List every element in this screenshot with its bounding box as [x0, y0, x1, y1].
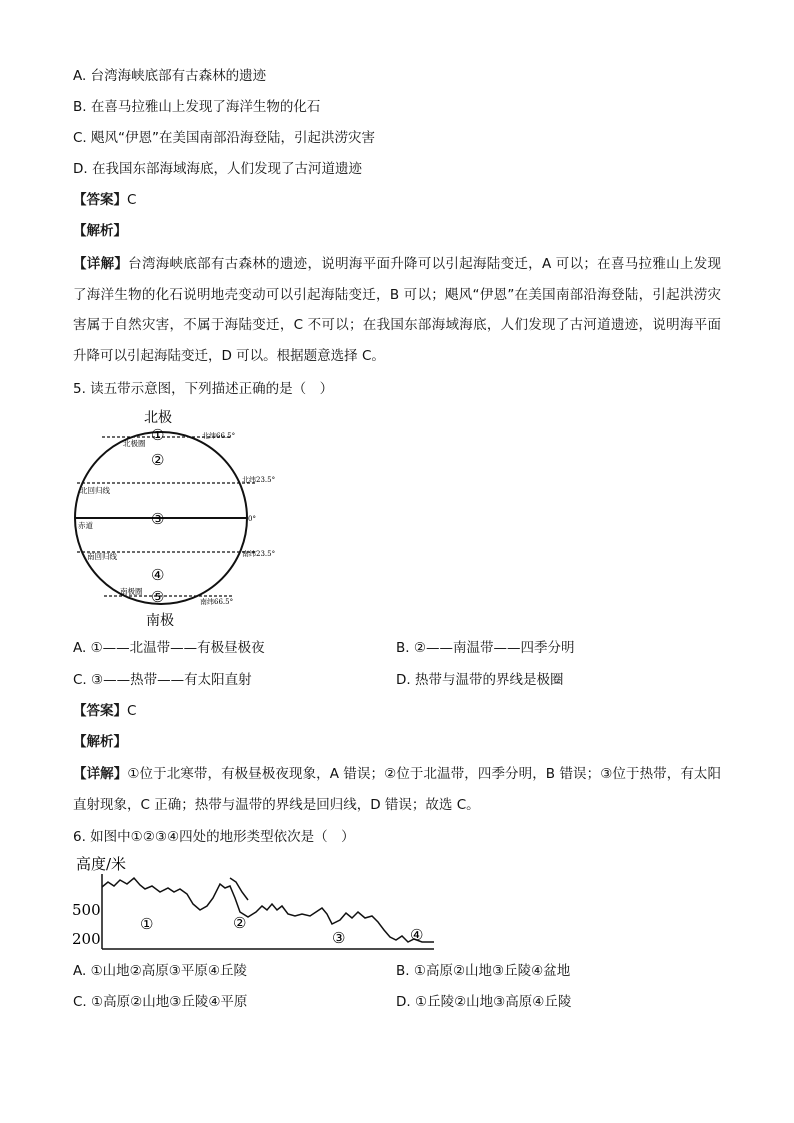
south-pole-label: 南极 [146, 613, 174, 626]
tick-500-label: 500 [72, 901, 101, 919]
arctic-circle-label: 北极圈 [123, 439, 146, 448]
terrain-profile-diagram [70, 852, 450, 952]
lat-s665-label: 南纬66.5° [200, 598, 234, 606]
five-zones-diagram [60, 406, 360, 626]
answer-value: C [127, 192, 137, 208]
terrain-peak-line [230, 878, 248, 900]
zone-4-marker: ④ [151, 566, 165, 584]
detail-tag: 【详解】 [73, 256, 129, 272]
q4-option-c: C. 飓风“伊恩”在美国南部沿海登陆，引起洪涝灾害 [73, 130, 375, 146]
q5-option-b: B. ②——南温带——四季分明 [396, 640, 575, 656]
detail-text: 台湾海峡底部有古森林的遗迹，说明海平面升降可以引起海陆变迁，A 可以；在喜马拉雅山上发现了海洋生物的化石说明地壳变动可以引起海陆变迁，B 可以；飓风“伊恩”在美国南部沿海登陆，引起洪涝灾害属于自然灾害，不属于海陆变迁，C 不可以；在我国东部海域海底，人们发现了古河道遗迹，说明海平面升降可以引起海陆变迁，D 可以。根据题意选择 C。 [73, 256, 721, 364]
antarctic-circle-label: 南极圈 [120, 587, 143, 596]
q5-analysis-tag: 【解析】 [73, 734, 127, 750]
terrain-marker-3: ③ [332, 929, 346, 947]
tropic-cancer-label: 北回归线 [80, 486, 110, 495]
q6-option-c: C. ①高原②山地③丘陵④平原 [73, 994, 248, 1010]
q4-detail [73, 249, 721, 371]
answer-value: C [127, 703, 137, 719]
zone-3-marker: ③ [151, 510, 165, 528]
zone-5-marker: ⑤ [151, 588, 165, 606]
north-pole-label: 北极 [144, 410, 172, 426]
q5-answer [73, 702, 136, 720]
q5-option-d: D. 热带与温带的界线是极圈 [396, 672, 564, 688]
detail-text: ①位于北寒带，有极昼极夜现象，A 错误；②位于北温带，四季分明，B 错误；③位于热带，有太阳直射现象，C 正确；热带与温带的界线是回归线，D 错误；故选 C。 [73, 766, 722, 813]
terrain-marker-1: ① [140, 915, 154, 933]
answer-tag: 【答案】 [73, 192, 127, 208]
detail-tag: 【详解】 [73, 766, 128, 782]
q4-option-a: A. 台湾海峡底部有古森林的遗迹 [73, 68, 267, 84]
q5-detail [73, 759, 721, 820]
q6-stem: 6. 如图中①②③④四处的地形类型依次是（ ） [73, 829, 355, 845]
lat-0-label: 0° [248, 515, 256, 523]
q4-answer [73, 191, 136, 209]
q4-analysis-tag: 【解析】 [73, 223, 127, 239]
lat-s235-label: 南纬23.5° [242, 550, 276, 558]
terrain-marker-4: ④ [410, 926, 424, 944]
terrain-marker-2: ② [233, 914, 247, 932]
tropic-capricorn-label: 南回归线 [87, 552, 117, 561]
q4-option-b: B. 在喜马拉雅山上发现了海洋生物的化石 [73, 99, 321, 115]
q6-option-b: B. ①高原②山地③丘陵④盆地 [396, 963, 571, 979]
q6-option-a: A. ①山地②高原③平原④丘陵 [73, 963, 247, 979]
answer-tag: 【答案】 [73, 703, 127, 719]
lat-n665-label: 北纬66.5° [202, 432, 236, 440]
q5-option-c: C. ③——热带——有太阳直射 [73, 672, 252, 688]
zone-1-marker: ① [151, 426, 165, 444]
lat-n235-label: 北纬23.5° [242, 476, 276, 484]
height-axis-label: 高度/米 [76, 855, 127, 873]
tick-200-label: 200 [72, 930, 101, 948]
zone-2-marker: ② [151, 451, 165, 469]
q6-option-d: D. ①丘陵②山地③高原④丘陵 [396, 994, 572, 1010]
q4-option-d: D. 在我国东部海域海底，人们发现了古河道遗迹 [73, 161, 362, 177]
q5-stem: 5. 读五带示意图，下列描述正确的是（ ） [73, 381, 334, 397]
q5-option-a: A. ①——北温带——有极昼极夜 [73, 640, 265, 656]
equator-label: 赤道 [78, 521, 93, 530]
